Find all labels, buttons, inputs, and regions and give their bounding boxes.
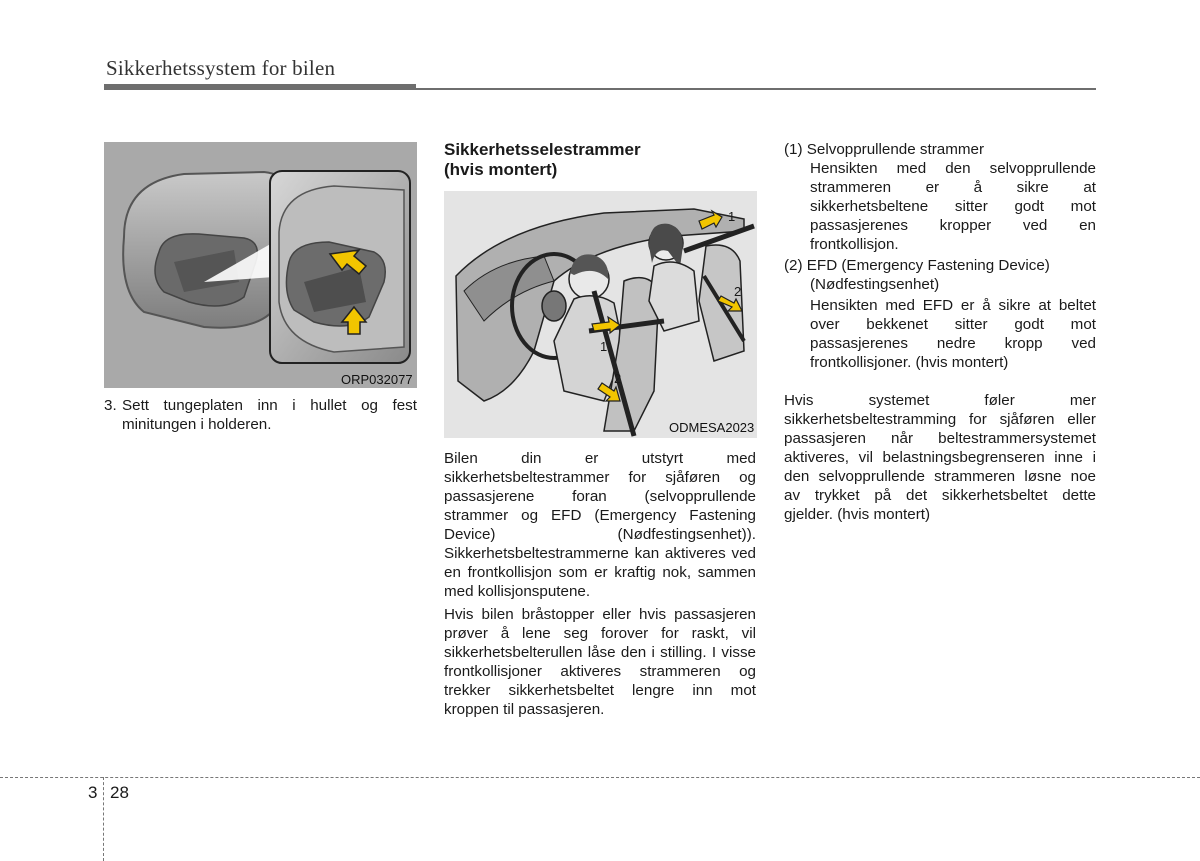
step-text: Sett tungeplaten inn i hullet og fest minitungen i holderen. [122,397,417,433]
item2-title: (2) EFD (Emergency Fastening Device) [784,257,1050,274]
figure-label-1-top: 1 [728,209,736,224]
item2-body: Hensikten med EFD er å sikre at beltet over bekkenet sitter godt mot passasjerenes nedre kropp ved frontkollisjoner. (hvis montert) [810,297,1096,371]
middle-paragraph-2: Hvis bilen bråstopper eller hvis passasjeren prøver å lene seg forover for raskt, vil sikkerhetsbelterullen låse den i stilling. I visse frontkollisjoner aktiveres strammeren og trekker sikkerhetsbeltet lengre inn mot kroppen til passasjeren. [444,606,756,718]
middle-text [444,449,756,719]
heading-line-2: (hvis montert) [444,160,558,179]
pretensioner-illustration [444,191,757,438]
footer-divider [103,777,104,861]
installation-step [104,396,417,434]
footer-rule [0,777,1200,778]
section-title: Sikkerhetssystem for bilen [106,56,336,80]
seatbelt-holder-illustration [104,142,417,388]
item2-subtitle: (Nødfestingsenhet) [810,276,940,293]
page-number: 28 [110,783,129,802]
section-heading [444,140,764,180]
header-rule-thick [104,84,416,90]
middle-paragraph-1: Bilen din er utstyrt med sikkerhetsbeltestrammer for sjåføren og passasjerene foran (selvopprullende strammer og EFD (Emergency Fastening Device) (Nødfestingsenhet)). Sikkerhetsbeltestrammerne kan aktiveres ved en frontkollisjon som er kraftig nok, sammen med kollisjonsputene. [444,450,756,600]
chapter-number: 3 [88,783,98,802]
figure-code: ORP032077 [341,372,413,387]
figure-label-2-lower: 2 [614,371,622,386]
right-paragraph: Hvis systemet føler mer sikkerhetsbeltestramming for sjåføren eller passasjeren når beltestrammersystemet aktiveres, vil belastningsbegrenseren inne i den selvopprullende strammeren løsne noe av trykket på det sikkerhetsbeltet dette gjelder. (hvis montert) [784,392,1096,523]
figure-code: ODMESA2023 [669,420,755,435]
item1-body: Hensikten med den selvopprullende strammeren er å sikre at sikkerhetsbeltene sitter godt mot passasjerenes kropper ved en frontkollisjon. [810,160,1096,253]
header-rule-thin [416,88,1096,90]
heading-line-1: Sikkerhetsselestrammer [444,140,641,159]
figure-label-2-right: 2 [734,284,742,299]
right-text [784,140,1096,524]
step-number: 3. [104,397,117,414]
figure-label-1-lower: 1 [600,339,608,354]
item1-title: (1) Selvopprullende strammer [784,141,985,158]
